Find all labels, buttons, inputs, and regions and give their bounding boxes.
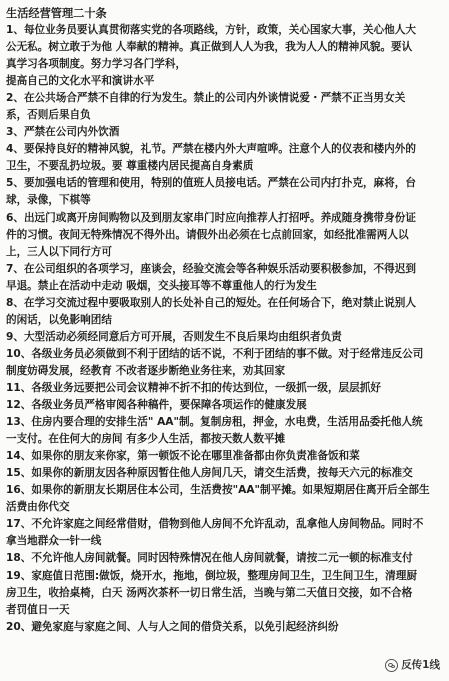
rule-item xyxy=(6,397,443,414)
rule-line: 7、在公司组织的各项学习，座谈会，经验交流会等各种娱乐活动要积极参加，不得迟到 xyxy=(6,262,416,275)
rule-line: 3、严禁在公司内外饮酒 xyxy=(6,126,120,139)
rule-item xyxy=(6,261,443,295)
rule-line: 20、避免家庭与家庭之间、人与人之间的借贷关系，以免引起经济纠纷 xyxy=(6,620,339,633)
rule-item xyxy=(6,516,443,550)
rule-line: 提高自己的文化水平和演讲水平 xyxy=(6,75,155,88)
rule-line: 9、大型活动必须经同意后方可开展，否则发生不良后果均由组织者负责 xyxy=(6,330,342,343)
rule-line: 真学习各项制度。努力学习各门学科， xyxy=(6,58,187,71)
rule-line: 18、不允许他人房间就餐。同时因特殊情况在他人房间就餐，请按二元一顿的标准支付 xyxy=(6,552,413,565)
rule-item xyxy=(6,568,443,619)
rule-line: 14、如果你的朋友来你家，第一顿饭不论在哪里准备都由你负责准备饭和菜 xyxy=(6,450,360,463)
rule-item xyxy=(6,295,443,329)
rule-line: 13、住房内要合理的安排生活" AA"制。复制房租，押金，水电费，生活用品委托他人统 xyxy=(6,416,423,429)
rule-line: 早退。禁止在活动中走动 吸烟，交头接耳等不尊重他人的行为发生 xyxy=(6,279,317,292)
rule-line: 制度妨碍发展，经教育 不改者逐步断绝业务往来，劝其回家 xyxy=(6,364,286,377)
rule-item xyxy=(6,482,443,516)
rule-line: 15、如果你的新朋友因各种原因暂住他人房间几天，请交生活费，按每天六元的标准交 xyxy=(6,467,413,480)
rule-line: 房卫生，收拾桌椅，白天 汤两次茶杯一切日常生活，当晚与第二天值日交接，如不合格 xyxy=(6,586,413,599)
rule-line: 一支付。在住何大的房间 有多少人生活，都按天数人数平摊 xyxy=(6,433,286,446)
rule-line: 1、每位业务员要认真贯彻落实党的各项路线，方针，政策，关心国家大事，关心他人大 xyxy=(6,24,416,36)
rule-line: 卫生，不要乱扔垃圾。要 尊重楼内居民提高自身素质 xyxy=(6,160,254,173)
rule-item xyxy=(6,329,443,346)
rule-item xyxy=(6,175,443,209)
rule-item xyxy=(6,22,443,90)
rules-list xyxy=(6,22,443,636)
wechat-icon xyxy=(385,659,398,672)
rule-item xyxy=(6,210,443,261)
rule-item xyxy=(6,90,443,124)
rule-item xyxy=(6,124,443,141)
rule-item xyxy=(6,141,443,175)
rule-line: 16、如果你的新朋友长期居住本公司，生活费按"AA"制平摊。如果短期居住离开后全部生 xyxy=(6,484,430,497)
rule-line: 19、家庭值日范围:做饭，烧开水，拖地，倒垃圾，整理房间卫生，卫生间卫生，清理厨 xyxy=(6,569,417,582)
rule-line: 活费由你代交 xyxy=(6,501,70,514)
rule-line: 拿当地群众一针一线 xyxy=(6,535,102,548)
rule-item xyxy=(6,550,443,567)
rule-line: 上，三人以下同行方可 xyxy=(6,245,112,258)
rule-item xyxy=(6,465,443,482)
rule-line: 11、各级业务远要把公司会议精神不折不扣的传达到位，一级抓一级，层层抓好 xyxy=(6,381,381,394)
watermark xyxy=(383,658,443,673)
rule-line: 系，否则后果自负 xyxy=(6,109,91,122)
document-title: 生活经营管理二十条 xyxy=(6,7,107,20)
rule-line: 的闲话，以免影响团结 xyxy=(6,313,112,326)
rule-line: 者罚值日一天 xyxy=(6,603,70,616)
rule-item xyxy=(6,380,443,397)
rule-line: 球，录像，下棋等 xyxy=(6,194,91,207)
rule-item xyxy=(6,448,443,465)
watermark-text: 反传1线 xyxy=(401,659,440,671)
rule-line: 17、不允许家庭之间经常借财，借物到他人房间不允许乱动，乱拿他人房间物品。同时不 xyxy=(6,518,424,531)
rule-item xyxy=(6,414,443,448)
rule-line: 5、要加强电话的管理和使用，特别的值班人员接电话。严禁在公司内打扑克，麻将，台 xyxy=(6,177,416,190)
rule-line: 2、在公共场合严禁不自律的行为发生。禁止的公司内外谈情说爱・严禁不正当男女关 xyxy=(6,92,406,105)
rule-item xyxy=(6,346,443,380)
rule-item xyxy=(6,619,443,636)
rule-line: 8、在学习交流过程中要吸取别人的长处补自己的短处。在任何场合下，绝对禁止说别人 xyxy=(6,296,416,309)
rule-line: 10、各级业务员必须做到不利于团结的话不说，不利于团结的事不做。对于经常违反公司 xyxy=(6,347,424,360)
rule-line: 件的习惯。夜间无特殊情况不得外出。请假外出必须在七点前回家，如经批准需两人以 xyxy=(6,228,409,241)
rule-line: 公无私。树立敢于为他 人奉献的精神。真正做到人人为我，我为人人的精神风貌。要认 xyxy=(6,41,413,54)
rule-line: 6、出远门或离开房间购物以及到朋友家串门时应向推荐人打招呼。养成随身携带身份证 xyxy=(6,211,416,224)
rule-line: 4、要保持良好的精神风貌，礼节。严禁在楼内外大声喧哗。注意个人的仪表和楼内外的 xyxy=(6,143,416,156)
rule-line: 12、各级业务员严格审阅各种稿件，要保障各项运作的健康发展 xyxy=(6,399,307,412)
